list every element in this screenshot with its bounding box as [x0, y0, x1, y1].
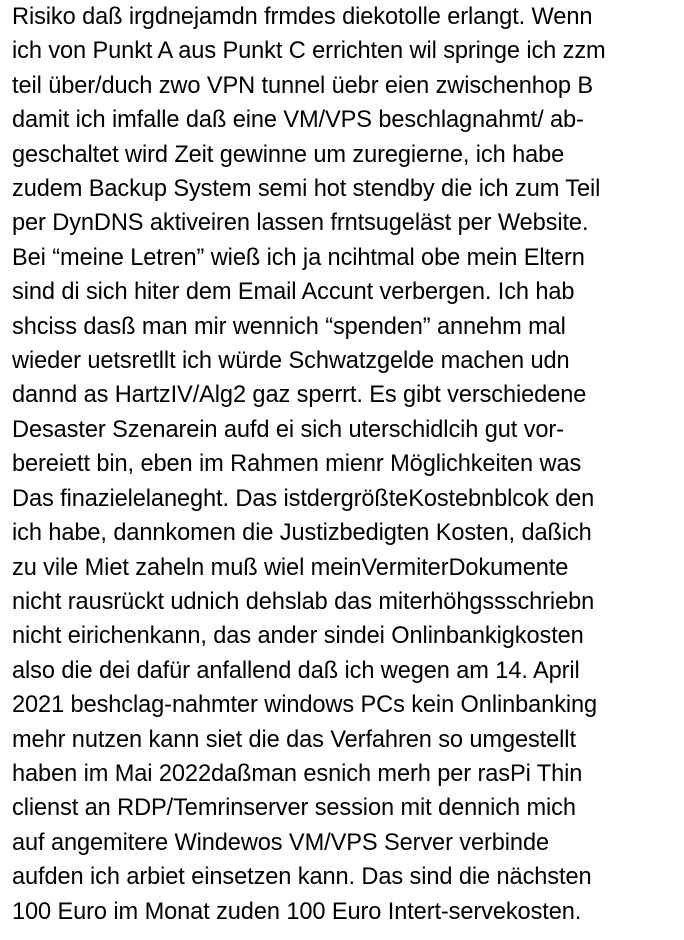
text-line: clienst an RDP/Temrinserver session mit dennich mich [12, 795, 576, 822]
text-line: Bei “meine Letren” wieß ich ja ncihtmal obe mein Eltern [12, 244, 585, 271]
text-line: 100 Euro im Monat zuden 100 Euro Intert-servekosten. [12, 898, 582, 925]
text-line: Risiko daß irgdnejamdn frmdes diekotolle erlangt. Wenn [12, 4, 593, 30]
text-line: bereiett bin, eben im Rahmen mienr Möglichkeiten was [12, 451, 582, 478]
text-line: sind di sich hiter dem Email Accunt verbergen. Ich hab [12, 279, 575, 306]
text-line: shciss dasß man mir wennich “spenden” annehm mal [12, 313, 566, 340]
text-line: zu vile Miet zaheln muß wiel meinVermiterDokumente [12, 554, 569, 581]
text-line: geschaltet wird Zeit gewinne um zuregierne, ich habe [12, 141, 565, 168]
body-text [12, 0, 680, 929]
text-line: damit ich imfalle daß eine VM/VPS beschlagnahmt/ ab- [12, 107, 584, 134]
text-line: aufden ich arbiet einsetzen kann. Das sind die nächsten [12, 864, 592, 891]
text-line: also die dei dafür anfallend daß ich wegen am 14. April [12, 657, 580, 684]
text-line: Desaster Szenarein aufd ei sich uterschidlcih gut vor- [12, 416, 564, 443]
text-line: zudem Backup System semi hot stendby die ich zum Teil [12, 176, 601, 203]
text-line: ich von Punkt A aus Punkt C errichten wil springe ich zzm [12, 38, 606, 65]
text-line: ich habe, dannkomen die Justizbedigten Kosten, daßich [12, 520, 592, 547]
text-line: haben im Mai 2022daßman esnich merh per rasPi Thin [12, 760, 583, 787]
text-line: dannd as HartzIV/Alg2 gaz sperrt. Es gibt verschiedene [12, 382, 587, 409]
text-line: nicht rausrückt udnich dehslab das miterhöhgssschriebn [12, 588, 595, 615]
text-line: wieder uetsretllt ich würde Schwatzgelde machen udn [12, 348, 570, 375]
text-line: 2021 beshclag-nahmter windows PCs kein Onlinbanking [12, 692, 598, 719]
text-line: auf angemitere Windewos VM/VPS Server verbinde [12, 829, 549, 856]
text-line: nicht eirichenkann, das ander sindei Onlinbankigkosten [12, 623, 584, 650]
text-line: Das finazielelaneght. Das istdergrößteKostebnblcok den [12, 485, 595, 512]
text-line: per DynDNS aktiveiren lassen frntsugeläst per Website. [12, 210, 589, 237]
text-line: teil über/duch zwo VPN tunnel üebr eien zwischenhop B [12, 72, 593, 99]
text-line: mehr nutzen kann siet die das Verfahren so umgestellt [12, 726, 576, 753]
